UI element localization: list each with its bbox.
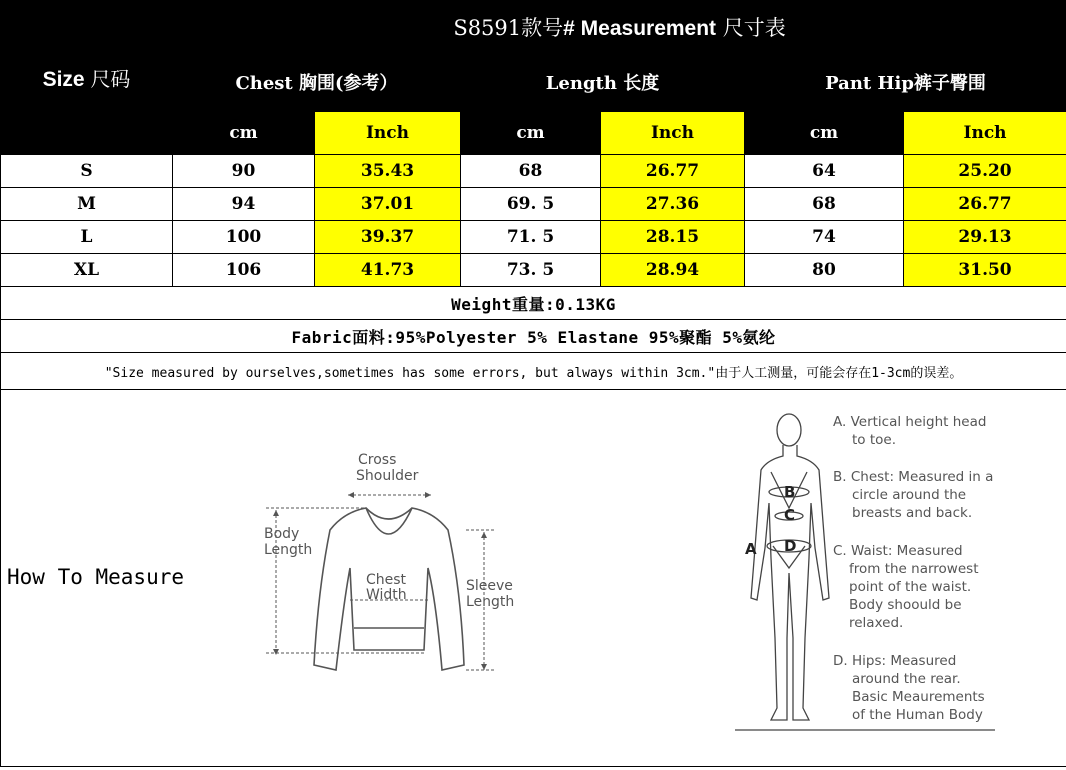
unit-hip-inch: Inch xyxy=(904,112,1066,155)
marker-c: C xyxy=(784,506,796,524)
length-cm-cell: 71. 5 xyxy=(461,221,601,254)
cross-shoulder-label-1: Cross xyxy=(358,452,397,468)
body-diagram xyxy=(731,408,1011,740)
fabric-info: Fabric面料:95%Polyester 5% Elastane 95%聚酯 5%氨纶 xyxy=(1,320,1066,353)
chest-width-label-2: Width xyxy=(366,587,407,603)
page-title xyxy=(173,1,1066,53)
legend-b-1: B. Chest: Measured in a xyxy=(833,469,994,485)
legend-c-5: relaxed. xyxy=(849,615,904,631)
garment-diagram xyxy=(256,450,526,690)
chest-inch-cell: 35.43 xyxy=(315,155,461,188)
hip-inch-cell: 29.13 xyxy=(904,221,1066,254)
length-inch-cell: 28.15 xyxy=(601,221,745,254)
chest-width-label-1: Chest xyxy=(366,572,407,588)
unit-length-cm: cm xyxy=(461,112,601,155)
chest-cm-cell: 100 xyxy=(173,221,315,254)
hip-cm-cell: 64 xyxy=(745,155,904,188)
chest-inch-cell: 41.73 xyxy=(315,254,461,287)
chest-cm-cell: 94 xyxy=(173,188,315,221)
legend-a-1: A. Vertical height head xyxy=(833,414,987,430)
body-length-label-1: Body xyxy=(264,526,300,542)
table-row xyxy=(1,155,1066,188)
group-chest: Chest 胸围(参考） xyxy=(173,53,461,112)
legend-c-4: Body shoould be xyxy=(849,597,962,613)
title-bold: # Measurement xyxy=(563,16,717,40)
weight-info: Weight重量:0.13KG xyxy=(1,287,1066,320)
sleeve-length-label-2: Length xyxy=(466,594,515,610)
legend-c-3: point of the waist. xyxy=(849,579,972,595)
group-length: Length 长度 xyxy=(461,53,745,112)
legend-c-1: C. Waist: Measured xyxy=(833,543,963,559)
hip-inch-cell: 31.50 xyxy=(904,254,1066,287)
hip-inch-cell: 26.77 xyxy=(904,188,1066,221)
legend-d-3: Basic Meaurements xyxy=(852,689,985,705)
size-label: Size xyxy=(42,68,85,91)
length-inch-cell: 28.94 xyxy=(601,254,745,287)
marker-d: D xyxy=(784,537,797,555)
length-cm-cell: 69. 5 xyxy=(461,188,601,221)
length-inch-cell: 27.36 xyxy=(601,188,745,221)
marker-b: B xyxy=(784,483,796,501)
legend-d-1: D. Hips: Measured xyxy=(833,653,957,669)
group-hip: Pant Hip裤子臀围 xyxy=(745,53,1066,112)
legend-b-3: breasts and back. xyxy=(852,505,973,521)
how-to-measure-label: How To Measure xyxy=(7,565,185,589)
title-prefix: S8591款号 xyxy=(453,15,564,40)
legend-c-2: from the narrowest xyxy=(849,561,979,577)
chest-cm-cell: 106 xyxy=(173,254,315,287)
table-row xyxy=(1,254,1066,287)
title-suffix: 尺寸表 xyxy=(722,15,786,40)
legend-b-2: circle around the xyxy=(852,487,967,503)
length-inch-cell: 26.77 xyxy=(601,155,745,188)
table-row xyxy=(1,221,1066,254)
table-row xyxy=(1,188,1066,221)
chest-cm-cell: 90 xyxy=(173,155,315,188)
size-cell: S xyxy=(1,155,173,188)
cross-shoulder-label-2: Shoulder xyxy=(356,468,419,484)
how-to-measure-section xyxy=(1,390,1066,767)
length-cm-cell: 68 xyxy=(461,155,601,188)
measurement-note: "Size measured by ourselves,sometimes has some errors, but always within 3cm."由于人工测量，可能会存在1-3cm的误差。 xyxy=(1,353,1066,390)
size-cell: XL xyxy=(1,254,173,287)
chest-inch-cell: 39.37 xyxy=(315,221,461,254)
legend-d-2: around the rear. xyxy=(852,671,961,687)
size-cell: M xyxy=(1,188,173,221)
size-cell: L xyxy=(1,221,173,254)
length-cm-cell: 73. 5 xyxy=(461,254,601,287)
hip-cm-cell: 68 xyxy=(745,188,904,221)
size-label-cn: 尺码 xyxy=(90,67,131,91)
unit-chest-cm: cm xyxy=(173,112,315,155)
unit-hip-cm: cm xyxy=(745,112,904,155)
legend-d-4: of the Human Body xyxy=(852,707,983,723)
hip-cm-cell: 74 xyxy=(745,221,904,254)
size-header xyxy=(1,1,173,155)
legend-a-2: to toe. xyxy=(852,432,896,448)
body-length-label-2: Length xyxy=(264,542,313,558)
unit-chest-inch: Inch xyxy=(315,112,461,155)
unit-length-inch: Inch xyxy=(601,112,745,155)
hip-cm-cell: 80 xyxy=(745,254,904,287)
sleeve-length-label-1: Sleeve xyxy=(466,578,513,594)
hip-inch-cell: 25.20 xyxy=(904,155,1066,188)
marker-a: A xyxy=(745,540,757,558)
chest-inch-cell: 37.01 xyxy=(315,188,461,221)
